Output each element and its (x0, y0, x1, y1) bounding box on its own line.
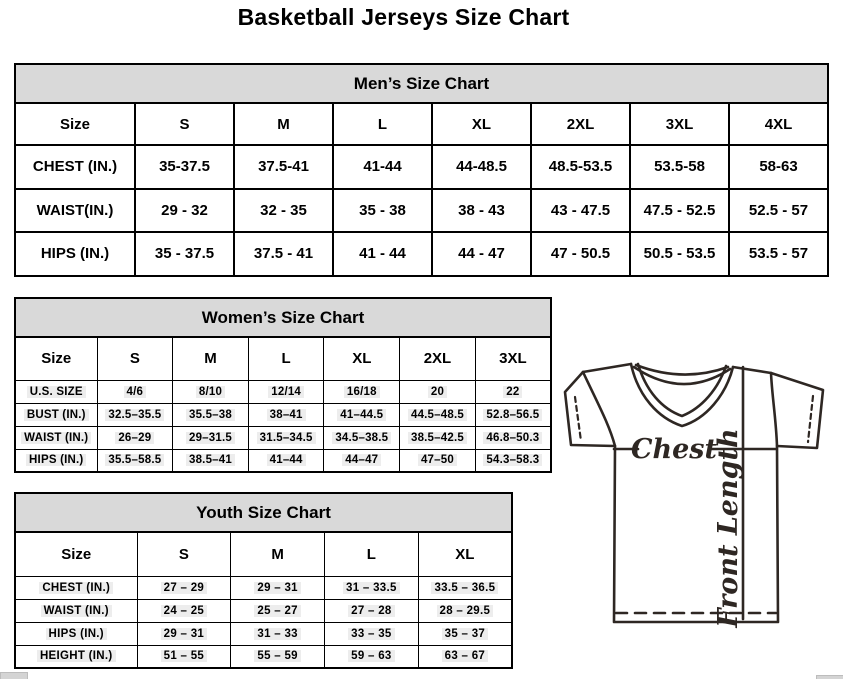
cell-text: 44–47 (342, 454, 381, 466)
row-label (15, 599, 137, 622)
cell-text: 28 – 29.5 (437, 605, 494, 617)
table-row (15, 145, 828, 189)
cell-text: 38 - 43 (458, 201, 505, 219)
youth-size-chart-section (14, 492, 513, 669)
row-label (15, 426, 97, 449)
table-cell (400, 426, 476, 449)
table-cell (418, 576, 512, 599)
cell-text: HEIGHT (IN.) (37, 650, 116, 662)
cell-text: 34.5–38.5 (332, 432, 391, 444)
table-cell (248, 403, 324, 426)
column-header: M (231, 532, 325, 576)
table-row (15, 576, 512, 599)
cell-text: 63 – 67 (442, 650, 488, 662)
column-header: XL (324, 337, 400, 380)
column-header: XL (432, 103, 531, 145)
cell-text: 48.5-53.5 (548, 158, 613, 176)
table-cell (231, 645, 325, 668)
cell-text: 25 – 27 (254, 605, 300, 617)
row-label (15, 380, 97, 403)
jersey-collar-ribbing (634, 365, 730, 384)
row-label (15, 645, 137, 668)
mens-chart-title: Men’s Size Chart (14, 63, 829, 104)
column-header: M (234, 103, 333, 145)
row-label (15, 189, 135, 233)
table-cell (137, 576, 231, 599)
cell-text: 38.5–42.5 (408, 432, 467, 444)
cell-text: 22 (503, 386, 522, 398)
table-cell (333, 232, 432, 276)
table-cell (137, 645, 231, 668)
cell-text: 31 – 33 (254, 628, 300, 640)
table-cell (400, 403, 476, 426)
table-cell (630, 189, 729, 233)
cell-text: CHEST (IN.) (32, 158, 118, 176)
column-header: S (97, 337, 173, 380)
cell-text: 29 – 31 (161, 628, 207, 640)
cell-text: 55 – 59 (254, 650, 300, 662)
jersey-right-sleeve (771, 373, 823, 448)
cell-text: 35 - 38 (359, 201, 406, 219)
table-cell (432, 232, 531, 276)
cell-text: 47 - 50.5 (550, 245, 611, 263)
scrollbar-fragment-right[interactable] (816, 675, 843, 679)
cell-text: 8/10 (196, 386, 225, 398)
cell-text: WAIST (IN.) (41, 605, 112, 617)
column-header: L (333, 103, 432, 145)
table-cell (475, 403, 551, 426)
jersey-left-sleeve (565, 372, 615, 446)
table-cell (400, 380, 476, 403)
cell-text: HIPS (IN.) (40, 245, 110, 263)
table-cell (173, 426, 249, 449)
row-label (15, 403, 97, 426)
cell-text: 52.8–56.5 (483, 409, 542, 421)
table-cell (630, 232, 729, 276)
cell-text: 41–44.5 (337, 409, 386, 421)
mens-size-table (14, 102, 829, 277)
cell-text: BUST (IN.) (24, 409, 89, 421)
cell-text: 41-44 (363, 158, 402, 176)
table-cell (531, 232, 630, 276)
table-row (15, 380, 551, 403)
table-cell (97, 449, 173, 472)
column-header: L (248, 337, 324, 380)
row-label (15, 449, 97, 472)
womens-size-chart-section (14, 297, 552, 473)
table-cell (333, 189, 432, 233)
table-cell (531, 189, 630, 233)
table-cell (248, 449, 324, 472)
size-corner-header: Size (15, 103, 135, 145)
table-cell (324, 380, 400, 403)
front-length-label: Front Length (713, 428, 744, 628)
cell-text: 4/6 (124, 386, 147, 398)
cell-text: 59 – 63 (348, 650, 394, 662)
cell-text: 27 – 29 (161, 582, 207, 594)
cell-text: 26–29 (115, 432, 154, 444)
cell-text: 47–50 (418, 454, 457, 466)
cell-text: 32.5–35.5 (105, 409, 164, 421)
table-cell (234, 232, 333, 276)
cell-text: 38.5–41 (186, 454, 235, 466)
cell-text: 53.5-58 (654, 158, 705, 176)
table-cell (475, 380, 551, 403)
table-cell (135, 145, 234, 189)
page-title: Basketball Jerseys Size Chart (237, 4, 570, 30)
table-cell (475, 426, 551, 449)
womens-size-table (14, 336, 552, 473)
table-cell (324, 449, 400, 472)
cell-text: 51 – 55 (161, 650, 207, 662)
table-cell (231, 576, 325, 599)
table-row (15, 645, 512, 668)
table-cell (333, 145, 432, 189)
cell-text: 31 – 33.5 (343, 582, 400, 594)
cell-text: 31.5–34.5 (257, 432, 316, 444)
cell-text: 41 - 44 (359, 245, 406, 263)
table-cell (324, 403, 400, 426)
table-cell (418, 622, 512, 645)
cell-text: 43 - 47.5 (550, 201, 611, 219)
table-cell (97, 426, 173, 449)
cell-text: 44 - 47 (458, 245, 505, 263)
table-cell (400, 449, 476, 472)
cell-text: 44-48.5 (456, 158, 507, 176)
column-header: 3XL (475, 337, 551, 380)
column-header: M (173, 337, 249, 380)
table-cell (97, 403, 173, 426)
table-row (15, 403, 551, 426)
cell-text: 54.3–58.3 (483, 454, 542, 466)
column-header: 3XL (630, 103, 729, 145)
cell-text: 53.5 - 57 (748, 245, 809, 263)
table-row (15, 426, 551, 449)
cell-text: 52.5 - 57 (748, 201, 809, 219)
table-cell (325, 622, 419, 645)
cell-text: 16/18 (344, 386, 380, 398)
column-header: XL (418, 532, 512, 576)
chest-label: Chest (631, 434, 717, 465)
column-header: S (137, 532, 231, 576)
jersey-right-cuff-stitch (808, 396, 813, 442)
scrollbar-fragment-left[interactable] (0, 672, 28, 679)
column-header: 2XL (400, 337, 476, 380)
table-cell (432, 145, 531, 189)
row-label (15, 622, 137, 645)
table-cell (432, 189, 531, 233)
jersey-left-cuff-stitch (575, 397, 581, 441)
table-cell (325, 599, 419, 622)
table-cell (248, 380, 324, 403)
cell-text: HIPS (IN.) (46, 628, 107, 640)
table-cell (137, 622, 231, 645)
cell-text: 38–41 (267, 409, 306, 421)
cell-text: 35-37.5 (159, 158, 210, 176)
column-header: L (325, 532, 419, 576)
cell-text: 41–44 (267, 454, 306, 466)
cell-text: 29 – 31 (254, 582, 300, 594)
womens-chart-title: Women’s Size Chart (14, 297, 552, 338)
cell-text: 47.5 - 52.5 (643, 201, 716, 219)
table-cell (418, 599, 512, 622)
jersey-body-outline (583, 372, 778, 622)
table-cell (231, 599, 325, 622)
cell-text: 20 (428, 386, 447, 398)
cell-text: 27 – 28 (348, 605, 394, 617)
cell-text: 35 – 37 (442, 628, 488, 640)
cell-text: WAIST (IN.) (21, 432, 91, 444)
column-header: 2XL (531, 103, 630, 145)
table-row (15, 599, 512, 622)
table-cell (729, 189, 828, 233)
cell-text: 35 - 37.5 (154, 245, 215, 263)
table-row (15, 449, 551, 472)
table-cell (325, 576, 419, 599)
cell-text: 29–31.5 (186, 432, 235, 444)
jersey-measurement-diagram (556, 358, 842, 634)
cell-text: 29 - 32 (161, 201, 208, 219)
table-cell (173, 380, 249, 403)
cell-text: 37.5 - 41 (253, 245, 314, 263)
table-cell (173, 403, 249, 426)
cell-text: 50.5 - 53.5 (643, 245, 716, 263)
table-cell (418, 645, 512, 668)
cell-text: 32 - 35 (260, 201, 307, 219)
cell-text: 44.5–48.5 (408, 409, 467, 421)
row-label (15, 145, 135, 189)
table-cell (531, 145, 630, 189)
cell-text: HIPS (IN.) (26, 454, 86, 466)
column-header: 4XL (729, 103, 828, 145)
table-cell (135, 189, 234, 233)
table-cell (248, 426, 324, 449)
table-cell (475, 449, 551, 472)
size-corner-header: Size (15, 532, 137, 576)
row-label (15, 232, 135, 276)
cell-text: 24 – 25 (161, 605, 207, 617)
cell-text: 33 – 35 (348, 628, 394, 640)
cell-text: 58-63 (759, 158, 798, 176)
table-cell (630, 145, 729, 189)
table-cell (325, 645, 419, 668)
table-row (15, 189, 828, 233)
cell-text: U.S. SIZE (27, 386, 86, 398)
table-cell (729, 232, 828, 276)
cell-text: 46.8–50.3 (483, 432, 542, 444)
table-row (15, 232, 828, 276)
table-cell (137, 599, 231, 622)
table-cell (234, 189, 333, 233)
row-label (15, 576, 137, 599)
column-header: S (135, 103, 234, 145)
table-cell (173, 449, 249, 472)
table-cell (234, 145, 333, 189)
cell-text: 37.5-41 (258, 158, 309, 176)
cell-text: CHEST (IN.) (39, 582, 113, 594)
table-cell (324, 426, 400, 449)
mens-size-chart-section (14, 63, 829, 277)
cell-text: 12/14 (268, 386, 304, 398)
table-cell (729, 145, 828, 189)
youth-chart-title: Youth Size Chart (14, 492, 513, 533)
table-row (15, 622, 512, 645)
youth-size-table (14, 531, 513, 669)
cell-text: 33.5 – 36.5 (431, 582, 498, 594)
cell-text: 35.5–38 (186, 409, 235, 421)
cell-text: WAIST(IN.) (36, 201, 114, 219)
size-corner-header: Size (15, 337, 97, 380)
table-cell (231, 622, 325, 645)
table-cell (97, 380, 173, 403)
table-cell (135, 232, 234, 276)
cell-text: 35.5–58.5 (105, 454, 164, 466)
